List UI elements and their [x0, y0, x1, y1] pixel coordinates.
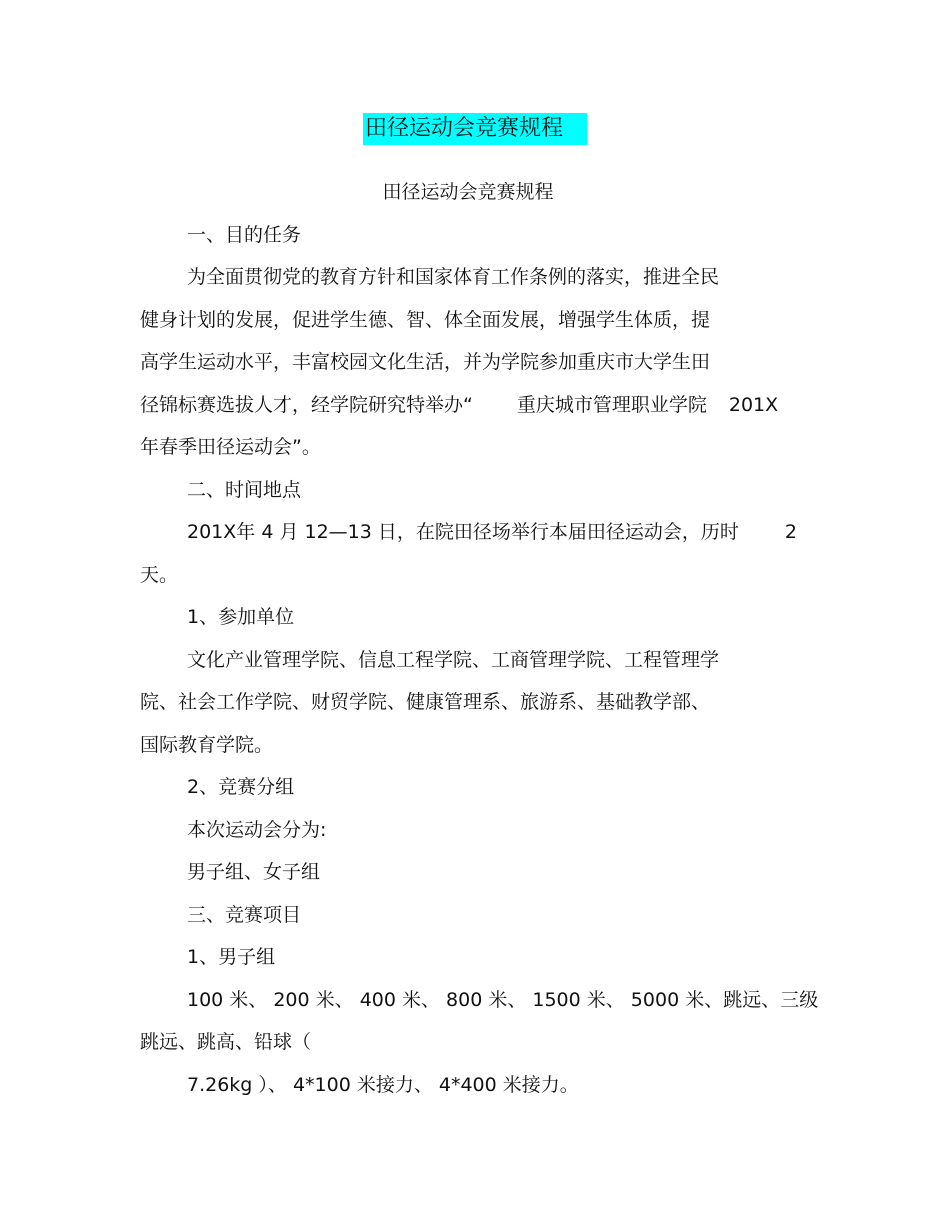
subheading-men-group: 1、男子组	[187, 946, 276, 968]
paragraph-line: 文化产业管理学院、信息工程学院、工商管理学院、工程管理学	[187, 649, 720, 671]
paragraph-line: 为全面贯彻党的教育方针和国家体育工作条例的落实，推进全民	[187, 266, 720, 288]
section-heading-time-place: 二、时间地点	[187, 479, 302, 501]
paragraph-line: 高学生运动水平，丰富校园文化生活，并为学院参加重庆市大学生田	[140, 351, 711, 373]
paragraph-line	[140, 392, 778, 418]
paragraph-line: 跳远、跳高、铅球（	[140, 1031, 312, 1053]
paragraph-line: 100 米、 200 米、 400 米、 800 米、 1500 米、 5000 米、跳远、三级	[187, 989, 819, 1011]
text-fragment: 径锦标赛选拔人才，经学院研究特举办“	[140, 394, 473, 416]
text-fragment: 2	[784, 521, 797, 543]
subheading-participants: 1、参加单位	[187, 606, 295, 628]
text-fragment: 201X年 4 月 12—13 日，在院田径场举行本届田径运动会，历时	[187, 521, 739, 543]
paragraph-line: 国际教育学院。	[140, 734, 274, 756]
title-container	[0, 113, 950, 145]
section-heading-purpose: 一、目的任务	[187, 224, 302, 246]
text-fragment: 201X	[728, 394, 779, 416]
paragraph-line: 7.26kg ）、 4*100 米接力、 4*400 米接力。	[187, 1074, 579, 1096]
paragraph-line: 男子组、女子组	[187, 861, 321, 883]
subheading-groups: 2、竞赛分组	[187, 776, 295, 798]
paragraph-line: 天。	[140, 564, 179, 586]
paragraph-line: 健身计划的发展，促进学生德、智、体全面发展，增强学生体质，提	[140, 309, 711, 331]
paragraph-line	[187, 519, 797, 545]
text-fragment: 重庆城市管理职业学院	[516, 394, 707, 416]
document-subtitle: 田径运动会竞赛规程	[382, 181, 554, 203]
section-heading-events: 三、竞赛项目	[187, 904, 302, 926]
document-title: 田径运动会竞赛规程	[363, 113, 587, 145]
paragraph-line: 本次运动会分为:	[187, 819, 327, 841]
paragraph-line: 院、社会工作学院、财贸学院、健康管理系、旅游系、基础教学部、	[140, 691, 711, 713]
paragraph-line: 年春季田径运动会”。	[140, 436, 321, 458]
